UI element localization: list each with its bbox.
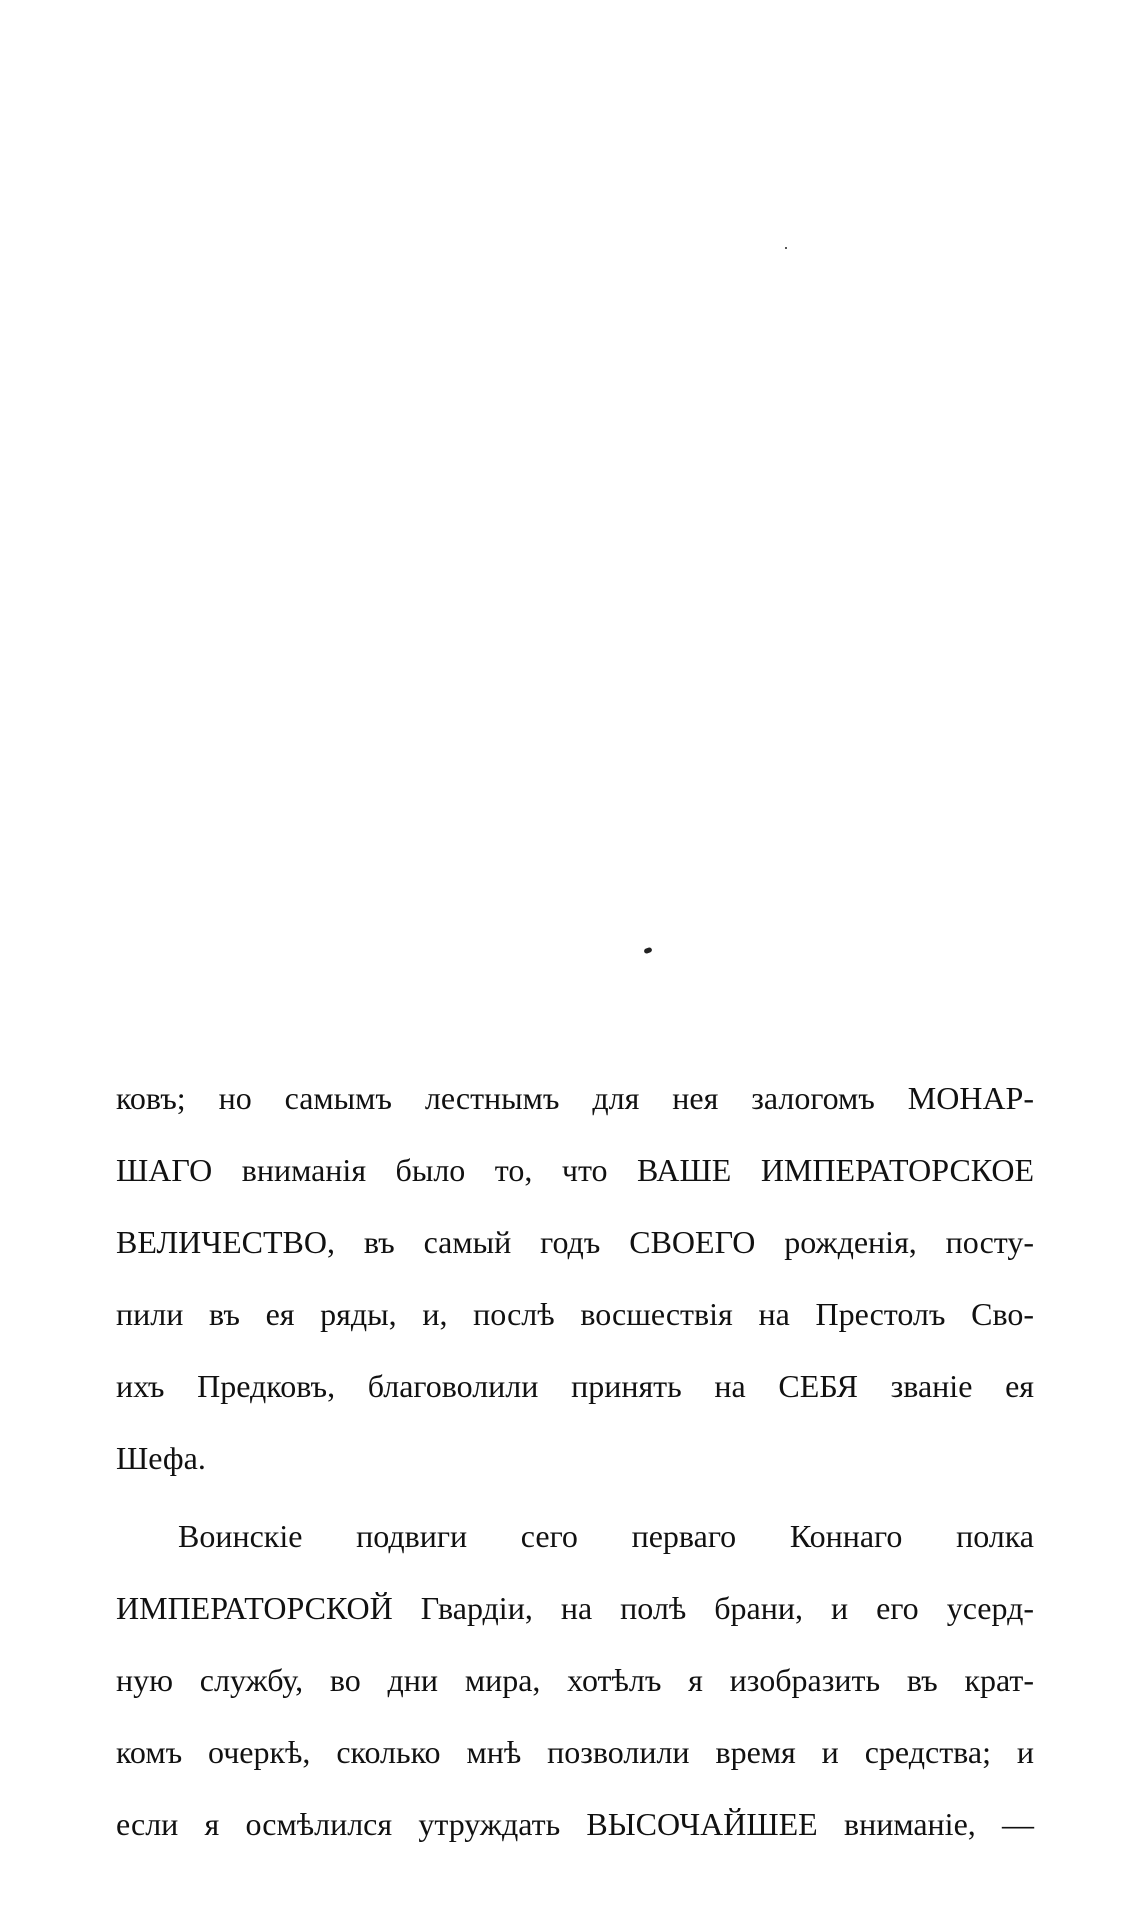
text-line: ВЕЛИЧЕСТВО, въ самый годъ СВОЕГО рожденія, посту- [116,1224,1034,1260]
text-line: Шефа. [116,1440,206,1476]
text-line: ковъ; но самымъ лестнымъ для нея залогомъ МОНАР- [116,1080,1034,1116]
text-line: ИМПЕРАТОРСКОЙ Гвардіи, на полѣ брани, и его усерд- [116,1590,1034,1626]
ink-speck [643,947,652,954]
text-line: ную службу, во дни мира, хотѣлъ я изобразить въ крат- [116,1662,1034,1698]
text-line: комъ очеркѣ, сколько мнѣ позволили время и средства; и [116,1734,1034,1770]
paragraph-2 [116,1500,1034,1860]
text-line: пили въ ея ряды, и, послѣ восшествія на Престолъ Сво- [116,1296,1034,1332]
body-text [116,1062,1034,1860]
text-line: ихъ Предковъ, благоволили принять на СЕБЯ званіе ея [116,1368,1034,1404]
text-line: Воинскіе подвиги сего перваго Коннаго полка [178,1518,1034,1554]
paragraph-1 [116,1062,1034,1494]
ink-speck [785,247,787,249]
text-line: если я осмѣлился утруждать ВЫСОЧАЙШЕЕ вниманіе, — [116,1806,1034,1842]
text-line: ШАГО вниманія было то, что ВАШЕ ИМПЕРАТОРСКОЕ [116,1152,1034,1188]
